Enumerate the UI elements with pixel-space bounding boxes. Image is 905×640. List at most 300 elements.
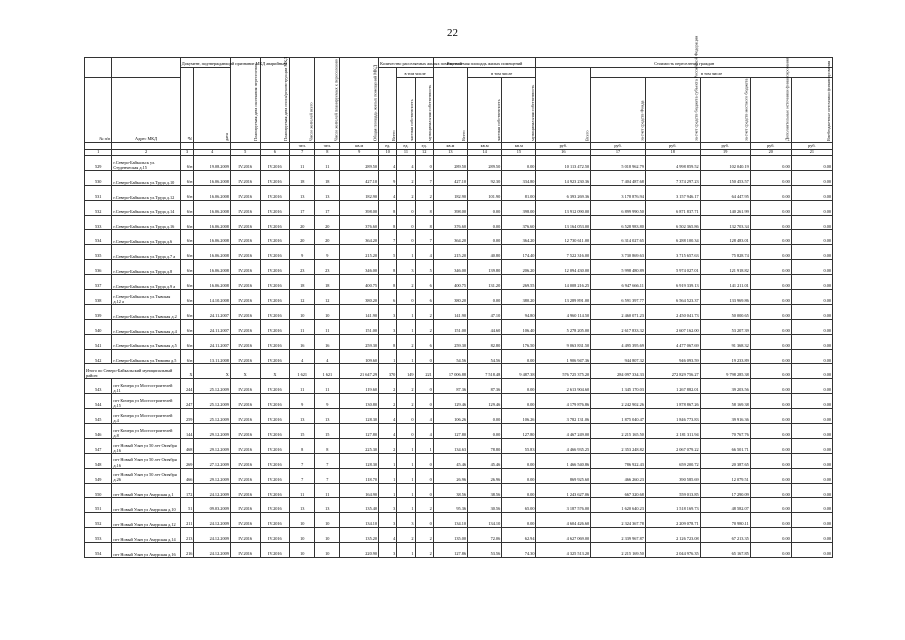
cell-cost-local: 58 169.38 [700,394,750,409]
cell-doc-date: 19.08.2009 [194,156,230,171]
cell-people: 20 [290,230,315,245]
cell-area-total: 87.36 [433,379,467,394]
cell-rooms-total: 3 [379,513,397,528]
cell-cost-local: 140 261.99 [700,200,750,215]
column-number-cell: 11 [397,150,415,156]
cell-area-municipal: 55.83 [502,438,536,453]
cell-year-demolish: IV.2016 [260,304,290,319]
cell-rooms-municipal: 6 [415,290,433,305]
cell-rooms-municipal: 0 [415,513,433,528]
cell-row-number: 534 [85,230,112,245]
cell-cost-local: 66 501.71 [700,438,750,453]
cell-cost-extra: 0.00 [750,156,791,171]
cell-cost-fund: 6 591 397.77 [591,290,646,305]
cell-area-private: 101.90 [468,185,502,200]
cell-year-end: IV.2016 [230,290,260,305]
cell-year-end: IV.2016 [230,230,260,245]
cell-cost-local: 121 918.82 [700,260,750,275]
cell-area-municipal: 106.26 [502,409,536,424]
cell-cost-extra: 0.00 [750,543,791,558]
cell-cost-total: 12 094 430.00 [536,260,591,275]
cell-people-resettled: 11 [315,156,340,171]
cell-cost-total: 869 925.60 [536,468,591,483]
cell-cost-total: 3 187 576.00 [536,498,591,513]
cell-area-total: 54.56 [433,349,467,364]
table-row [85,185,833,200]
cell-people-resettled: 13 [315,498,340,513]
header-doc-no: № [180,68,194,143]
cell-cost-extra: 0.00 [750,468,791,483]
cell-year-end: IV.2016 [230,275,260,290]
cell-doc-number: 172 [180,483,194,498]
cell-cost-extra2: 0.00 [791,528,832,543]
cell-rooms-total: 4 [379,156,397,171]
cell-rooms-private: 3 [397,260,415,275]
cell-cost-budget: 946 093.59 [645,349,700,364]
cell-cost-total: 4 466 935.25 [536,438,591,453]
cell-cost-local: 17 290.09 [700,483,750,498]
cell-people-resettled: 20 [315,215,340,230]
cell-area-municipal: 74.30 [502,543,536,558]
table-row [85,394,833,409]
cell-total-area: 215.20 [340,245,379,260]
cell-cost-extra2: 0.00 [791,156,832,171]
cell-cost-local: 70 980.11 [700,513,750,528]
cell-area-private: 131.20 [468,275,502,290]
header-area-total: Всего [433,68,467,143]
cell-area-private: 38.56 [468,483,502,498]
cell-cost-budget: 7 374 297.23 [645,170,700,185]
cell-address: пгт Кичера ул Мостостроителей д.15 [112,394,180,409]
cell-cost-extra: 0.00 [750,528,791,543]
header-area-group: Расселяемая площадь жилых помещений [433,58,536,68]
cell-people: 7 [290,468,315,483]
cell-cost-local: 19 233.89 [700,349,750,364]
column-number-cell: 10 [379,150,397,156]
header-doc-group: Документ, подтверждающий признание МКД аварийным [180,58,230,68]
cell-doc-number: 6/н [180,245,194,260]
table-row [85,334,833,349]
cell-area-municipal: 0.00 [502,483,536,498]
header-cost-fund: за счет средств Фонда [591,78,646,143]
cell-area-private: 0.00 [468,290,502,305]
cell-area-municipal: 380.20 [502,290,536,305]
cell-people-resettled: 7 [315,453,340,468]
cell-rooms-total: 8 [379,200,397,215]
cell-people: 11 [290,156,315,171]
cell-cost-extra2: 0.00 [791,379,832,394]
cell-address: пгт Новый Уоян ул 50 лет Октября д.16 [112,438,180,453]
cell-cost-local: 39 916.36 [700,409,750,424]
cell-year-demolish: IV.2016 [260,513,290,528]
cell-area-private: 30.56 [468,498,502,513]
cell-area-private: 40.80 [468,245,502,260]
cell-total-area: 21 647.29 [340,364,379,379]
cell-cost-local: 20 387.65 [700,453,750,468]
table-row [85,170,833,185]
header-no-pp [85,58,112,78]
cell-cost-budget: 6 288 100.34 [645,230,700,245]
cell-people: 17 [290,200,315,215]
column-number-cell: 18 [645,150,700,156]
cell-doc-date: 25.12.2009 [194,379,230,394]
cell-year-demolish: IV.2016 [260,200,290,215]
cell-year-demolish: X [260,364,290,379]
table-row [85,483,833,498]
cell-cost-budget: 2 607 162.00 [645,319,700,334]
cell-row-number: 533 [85,215,112,230]
cell-rooms-private: 0 [397,230,415,245]
cell-cost-total: 4 325 513.20 [536,543,591,558]
cell-area-municipal: 0.00 [502,379,536,394]
cell-doc-date: 24.11.2007 [194,319,230,334]
cell-doc-date: 16.06.2008 [194,230,230,245]
cell-cost-total: 5 278 205.00 [536,319,591,334]
cell-address: г.Северо-Байкальск ул.Труда д.12 [112,185,180,200]
cell-doc-number: 6/н [180,230,194,245]
cell-total-area: 376.60 [340,215,379,230]
cell-year-end: IV.2016 [230,334,260,349]
cell-address: г.Северо-Байкальск ул.Тюмина д.5 [112,349,180,364]
cell-year-demolish: IV.2016 [260,334,290,349]
table-row [85,424,833,439]
cell-cost-total: 576 725 375.20 [536,364,591,379]
unit-cell: руб. [536,143,591,150]
cell-doc-date: 29.12.2009 [194,424,230,439]
table-row [85,468,833,483]
cell-area-private: 44.60 [468,319,502,334]
cell-cost-total: 13 289 891.00 [536,290,591,305]
cell-year-end: IV.2016 [230,156,260,171]
cell-year-end: IV.2016 [230,394,260,409]
header-cost-extra2: Внебюджетные источники финансирования [791,78,832,143]
cell-area-private: 289.50 [468,156,502,171]
cell-cost-fund: 3 730 869.63 [591,245,646,260]
cell-cost-extra: 0.00 [750,319,791,334]
cell-people: 13 [290,409,315,424]
cell-doc-date: 14.10.2008 [194,290,230,305]
cell-address: пгт Кичера ул Мостостроителей д.4 [112,409,180,424]
cell-cost-fund: 2 339 967.87 [591,528,646,543]
column-number-cell: 21 [791,150,832,156]
cell-address: г.Северо-Байкальск ул.Труда д.9 а [112,275,180,290]
cell-cost-local: 39 203.56 [700,379,750,394]
cell-total-area: 427.10 [340,170,379,185]
cell-year-demolish: IV.2016 [260,528,290,543]
cell-cost-budget: 3 715 657.63 [645,245,700,260]
cell-row-number: 545 [85,409,112,424]
cell-address: г.Северо-Байкальск ул.Труда д.7 а [112,245,180,260]
cell-rooms-municipal: 2 [415,528,433,543]
header-cost-group: Стоимость переселения граждан [536,58,833,68]
cell-row-number: 549 [85,468,112,483]
cell-total-area: 182.90 [340,185,379,200]
cell-people-resettled: 13 [315,185,340,200]
cell-cost-budget: 6 919 339.13 [645,275,700,290]
cell-total-area: 400.75 [340,275,379,290]
cell-cost-local: 12 079.51 [700,468,750,483]
cell-rooms-private: 1 [397,453,415,468]
cell-area-municipal: 364.20 [502,230,536,245]
cell-doc-date: 24.11.2007 [194,304,230,319]
cell-cost-total: 7 522 316.00 [536,245,591,260]
cell-year-demolish: IV.2016 [260,260,290,275]
units-row [85,143,833,150]
cell-area-private: 45.46 [468,453,502,468]
cell-address: г.Северо-Байкальск ул.Тывская д.4 [112,319,180,334]
cell-year-demolish: IV.2016 [260,230,290,245]
cell-people-resettled: 11 [315,379,340,394]
cell-rooms-private: 4 [397,156,415,171]
cell-rooms-total: 3 [379,543,397,558]
cell-address: пгт Новый Уоян ул Амурская д.1 [112,483,180,498]
cell-cost-local: 64 447.95 [700,185,750,200]
table-row [85,156,833,171]
cell-rooms-private: 1 [397,498,415,513]
cell-area-total: 129.46 [433,394,467,409]
cell-area-private: 7 518.48 [468,364,502,379]
cell-row-number: 542 [85,349,112,364]
cell-people-resettled: 10 [315,513,340,528]
cell-rooms-total: 8 [379,260,397,275]
cell-row-number: 550 [85,483,112,498]
cell-area-total: 215.20 [433,245,467,260]
cell-cost-budget: 5 974 027.01 [645,260,700,275]
cell-cost-extra: 0.00 [750,215,791,230]
cell-row-number: 538 [85,290,112,305]
cell-people-resettled: 8 [315,438,340,453]
cell-people: 12 [290,290,315,305]
cell-cost-budget: 390 585.69 [645,468,700,483]
column-number-cell: 4 [194,150,230,156]
cell-cost-extra: 0.00 [750,438,791,453]
table-row [85,245,833,260]
cell-cost-budget: 3 157 946.17 [645,185,700,200]
cell-cost-fund: 4 495 395.69 [591,334,646,349]
cell-row-number: 531 [85,185,112,200]
cell-cost-local: 65 167.85 [700,543,750,558]
cell-cost-extra2: 0.00 [791,200,832,215]
page-number: 22 [447,27,458,39]
cell-year-demolish: IV.2016 [260,275,290,290]
cell-people: 10 [290,304,315,319]
unit-cell: чел. [290,143,315,150]
column-number-cell: 6 [260,150,290,156]
cell-people: 1 621 [290,364,315,379]
column-number-cell: 8 [315,150,340,156]
cell-year-demolish: IV.2016 [260,424,290,439]
cell-total-area: 380.20 [340,290,379,305]
cell-people-resettled: 9 [315,394,340,409]
cell-cost-extra: 0.00 [750,185,791,200]
table-row [85,349,833,364]
cell-cost-total: 2 613 904.60 [536,379,591,394]
cell-doc-number: 216 [180,543,194,558]
cell-area-total: 289.50 [433,156,467,171]
cell-cost-extra: 0.00 [750,349,791,364]
cell-year-end: IV.2016 [230,379,260,394]
cell-rooms-total: 7 [379,230,397,245]
cell-total-area: 135.20 [340,528,379,543]
cell-area-private: 87.36 [468,379,502,394]
cell-doc-number: 213 [180,528,194,543]
cell-cost-budget: 6 564 523.37 [645,290,700,305]
cell-rooms-municipal: 1 [415,438,433,453]
cell-doc-date: 13.11.2008 [194,349,230,364]
cell-year-end: IV.2016 [230,438,260,453]
cell-area-total: 95.36 [433,498,467,513]
cell-area-total: 364.20 [433,230,467,245]
table-row [85,453,833,468]
cell-people-resettled: 11 [315,319,340,334]
cell-doc-date: 24.11.2007 [194,334,230,349]
cell-area-total: 106.26 [433,409,467,424]
cell-doc-date: X [194,364,230,379]
cell-row-number: 547 [85,438,112,453]
cell-cost-extra: 0.00 [750,513,791,528]
cell-area-municipal: 269.55 [502,275,536,290]
table-row [85,438,833,453]
header-rooms-group: Количество расселяемых жилых помещений [379,58,434,68]
cell-doc-number: 468 [180,438,194,453]
cell-doc-date: 16.06.2008 [194,215,230,230]
column-number-cell: 15 [502,150,536,156]
cell-row-number: 553 [85,528,112,543]
cell-rooms-private: 2 [397,528,415,543]
cell-year-end: IV.2016 [230,200,260,215]
cell-people-resettled: 11 [315,483,340,498]
cell-area-total: 398.00 [433,200,467,215]
cell-address: г.Северо-Байкальск ул.Труда д.10 [112,170,180,185]
cell-cost-total: 6 393 269.36 [536,185,591,200]
cell-cost-total: 4 467 249.00 [536,424,591,439]
unit-cell: руб. [791,143,832,150]
cell-cost-extra2: 0.00 [791,334,832,349]
cell-people: 13 [290,498,315,513]
cell-cost-extra2: 0.00 [791,304,832,319]
unit-cell: чел. [315,143,340,150]
cell-cost-extra2: 0.00 [791,483,832,498]
cell-area-total: 17 006.88 [433,364,467,379]
cell-cost-extra: 0.00 [750,394,791,409]
cell-people: 15 [290,424,315,439]
cell-row-number: 537 [85,275,112,290]
cell-people: 16 [290,334,315,349]
cell-cost-budget: 1 518 169.73 [645,498,700,513]
cell-doc-number: 259 [180,409,194,424]
cell-rooms-private: 1 [397,468,415,483]
cell-area-municipal: 0.00 [502,468,536,483]
cell-cost-fund: 944 807.32 [591,349,646,364]
cell-area-municipal: 81.00 [502,185,536,200]
cell-rooms-total: 1 [379,349,397,364]
cell-area-municipal: 94.80 [502,304,536,319]
cell-rooms-total: 3 [379,319,397,334]
table-row [85,304,833,319]
cell-cost-fund: 5 998 480.89 [591,260,646,275]
cell-people-resettled: 20 [315,230,340,245]
cell-cost-total: 10 113 472.50 [536,156,591,171]
cell-cost-extra: 0.00 [750,409,791,424]
cell-year-end: IV.2016 [230,424,260,439]
cell-rooms-private: 2 [397,275,415,290]
cell-cost-budget: 2 067 079.22 [645,438,700,453]
cell-area-private: 26.96 [468,468,502,483]
cell-cost-budget: 6 502 365.86 [645,215,700,230]
cell-cost-extra2: 0.00 [791,185,832,200]
cell-area-municipal: 0.00 [502,453,536,468]
cell-people-resettled: 10 [315,304,340,319]
cell-cost-local: 53 207.39 [700,319,750,334]
cell-rooms-total: 3 [379,304,397,319]
cell-row-number: 540 [85,319,112,334]
cell-cost-extra2: 0.00 [791,170,832,185]
cell-row-number: 539 [85,304,112,319]
cell-area-municipal: 376.60 [502,215,536,230]
cell-cost-fund: 2 617 833.32 [591,319,646,334]
cell-doc-date: 09.03.2009 [194,498,230,513]
cell-doc-number: 6/н [180,156,194,171]
cell-rooms-private: 0 [397,200,415,215]
column-number-cell: 1 [85,150,112,156]
cell-area-municipal: 398.00 [502,200,536,215]
cell-row-number: 551 [85,498,112,513]
cell-year-end: IV.2016 [230,215,260,230]
cell-doc-date: 16.06.2008 [194,260,230,275]
cell-year-demolish: IV.2016 [260,409,290,424]
cell-people-resettled: 23 [315,260,340,275]
cell-doc-number: 269 [180,453,194,468]
cell-rooms-municipal: 2 [415,498,433,513]
cell-area-municipal: 127.80 [502,424,536,439]
cell-row-number: 546 [85,424,112,439]
cell-area-total: 26.96 [433,468,467,483]
cell-year-demolish: IV.2016 [260,379,290,394]
cell-people: 18 [290,275,315,290]
cell-people-resettled: 12 [315,290,340,305]
cell-cost-total: 12 730 611.00 [536,230,591,245]
cell-year-demolish: IV.2016 [260,438,290,453]
cell-rooms-municipal: 7 [415,230,433,245]
table-row [85,275,833,290]
cell-doc-date: 16.06.2008 [194,170,230,185]
cell-rooms-private: 1 [397,349,415,364]
cell-cost-extra2: 0.00 [791,275,832,290]
cell-cost-total: 1 906 947.36 [536,349,591,364]
cell-area-total: 127.80 [433,424,467,439]
cell-area-municipal: 0.00 [502,394,536,409]
cell-rooms-municipal: 7 [415,170,433,185]
cell-rooms-municipal: 4 [415,409,433,424]
cell-cost-budget: 1 878 867.26 [645,394,700,409]
cell-cost-total: 4 627 069.00 [536,528,591,543]
cell-people: 10 [290,528,315,543]
cell-people-resettled: 7 [315,468,340,483]
cell-area-total: 427.10 [433,170,467,185]
cell-rooms-total: 2 [379,438,397,453]
cell-cost-extra2: 0.00 [791,498,832,513]
cell-area-private: 0.00 [468,215,502,230]
cell-rooms-municipal: 2 [415,185,433,200]
cell-doc-number: 6/н [180,304,194,319]
cell-area-municipal: 176.50 [502,334,536,349]
cell-cost-fund: 6 899 990.50 [591,200,646,215]
cell-year-end: IV.2016 [230,409,260,424]
cell-doc-date: 16.06.2008 [194,200,230,215]
cell-cost-extra2: 0.00 [791,394,832,409]
cell-rooms-private: 3 [397,513,415,528]
cell-doc-number: 51 [180,498,194,513]
